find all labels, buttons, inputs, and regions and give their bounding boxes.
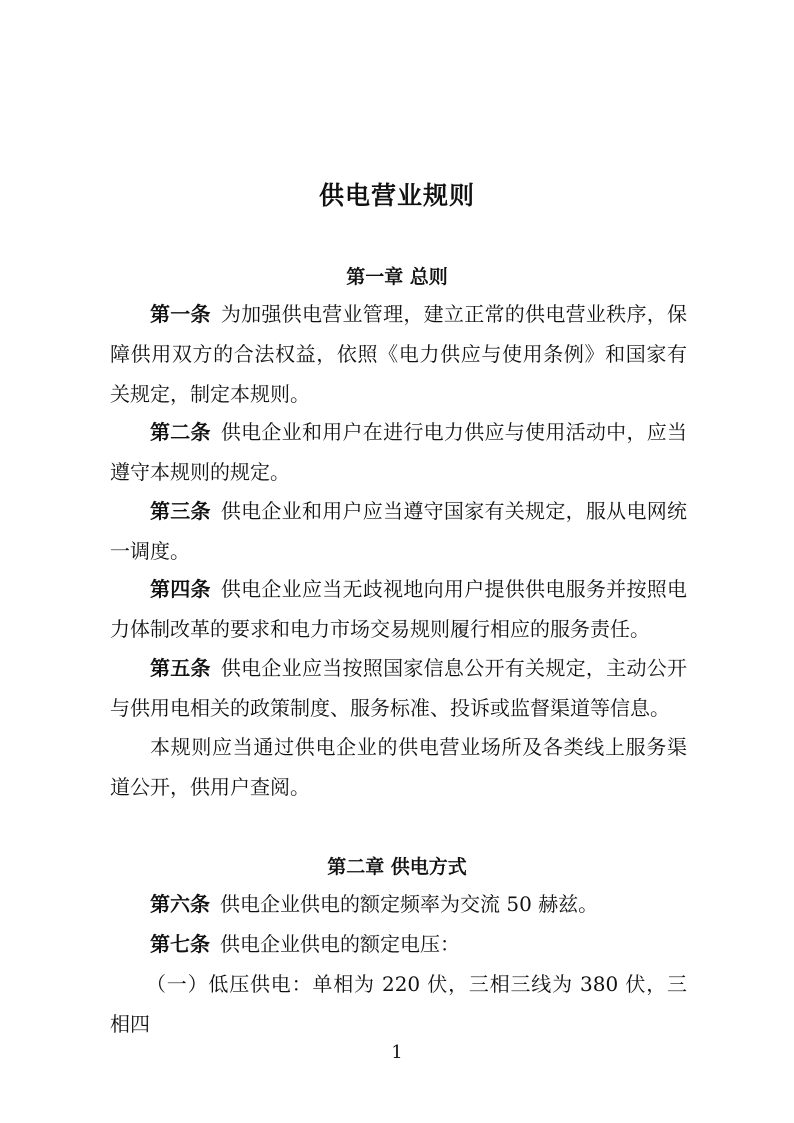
chapter-heading: 第二章 供电方式 xyxy=(327,856,467,878)
article-label: 第一条 xyxy=(150,302,211,326)
article-text: 为加强供电营业管理，建立正常的供电营业秩序，保障供用双方的合法权益，依照《电力供应与使用条例》和国家有关规定，制定本规则。 xyxy=(110,302,688,406)
article-text: 供电企业应当无歧视地向用户提供供电服务并按照电力体制改革的要求和电力市场交易规则履行相应的服务责任。 xyxy=(110,577,688,641)
page-number: 1 xyxy=(391,1042,403,1063)
article-paragraph xyxy=(110,412,687,492)
article-text: 供电企业供电的额定频率为交流 50 赫兹。 xyxy=(220,892,599,916)
article-label: 第六条 xyxy=(150,892,210,916)
article-label: 第七条 xyxy=(150,932,210,956)
article-text: 供电企业和用户应当遵守国家有关规定，服从电网统一调度。 xyxy=(110,499,688,563)
article-paragraph xyxy=(110,884,687,924)
article-text: 供电企业供电的额定电压： xyxy=(220,932,460,956)
body-paragraph: 本规则应当通过供电企业的供电营业场所及各类线上服务渠道公开，供用户查阅。 xyxy=(110,735,687,799)
article-paragraph xyxy=(110,924,687,964)
document-title: 供电营业规则 xyxy=(318,181,475,210)
list-item: （一）低压供电：单相为 220 伏，三相三线为 380 伏，三相四 xyxy=(110,972,687,1036)
article-label: 第四条 xyxy=(150,577,211,601)
article-label: 第二条 xyxy=(150,420,211,444)
article-label: 第五条 xyxy=(150,656,211,680)
article-text: 供电企业和用户在进行电力供应与使用活动中，应当遵守本规则的规定。 xyxy=(110,420,688,484)
article-paragraph xyxy=(110,294,687,414)
chapter-heading: 第一章 总则 xyxy=(346,266,448,288)
article-paragraph xyxy=(110,569,687,649)
article-text: 供电企业应当按照国家信息公开有关规定，主动公开与供用电相关的政策制度、服务标准、投诉或监督渠道等信息。 xyxy=(110,656,688,720)
article-paragraph xyxy=(110,491,687,571)
article-label: 第三条 xyxy=(150,499,211,523)
article-paragraph xyxy=(110,648,687,728)
